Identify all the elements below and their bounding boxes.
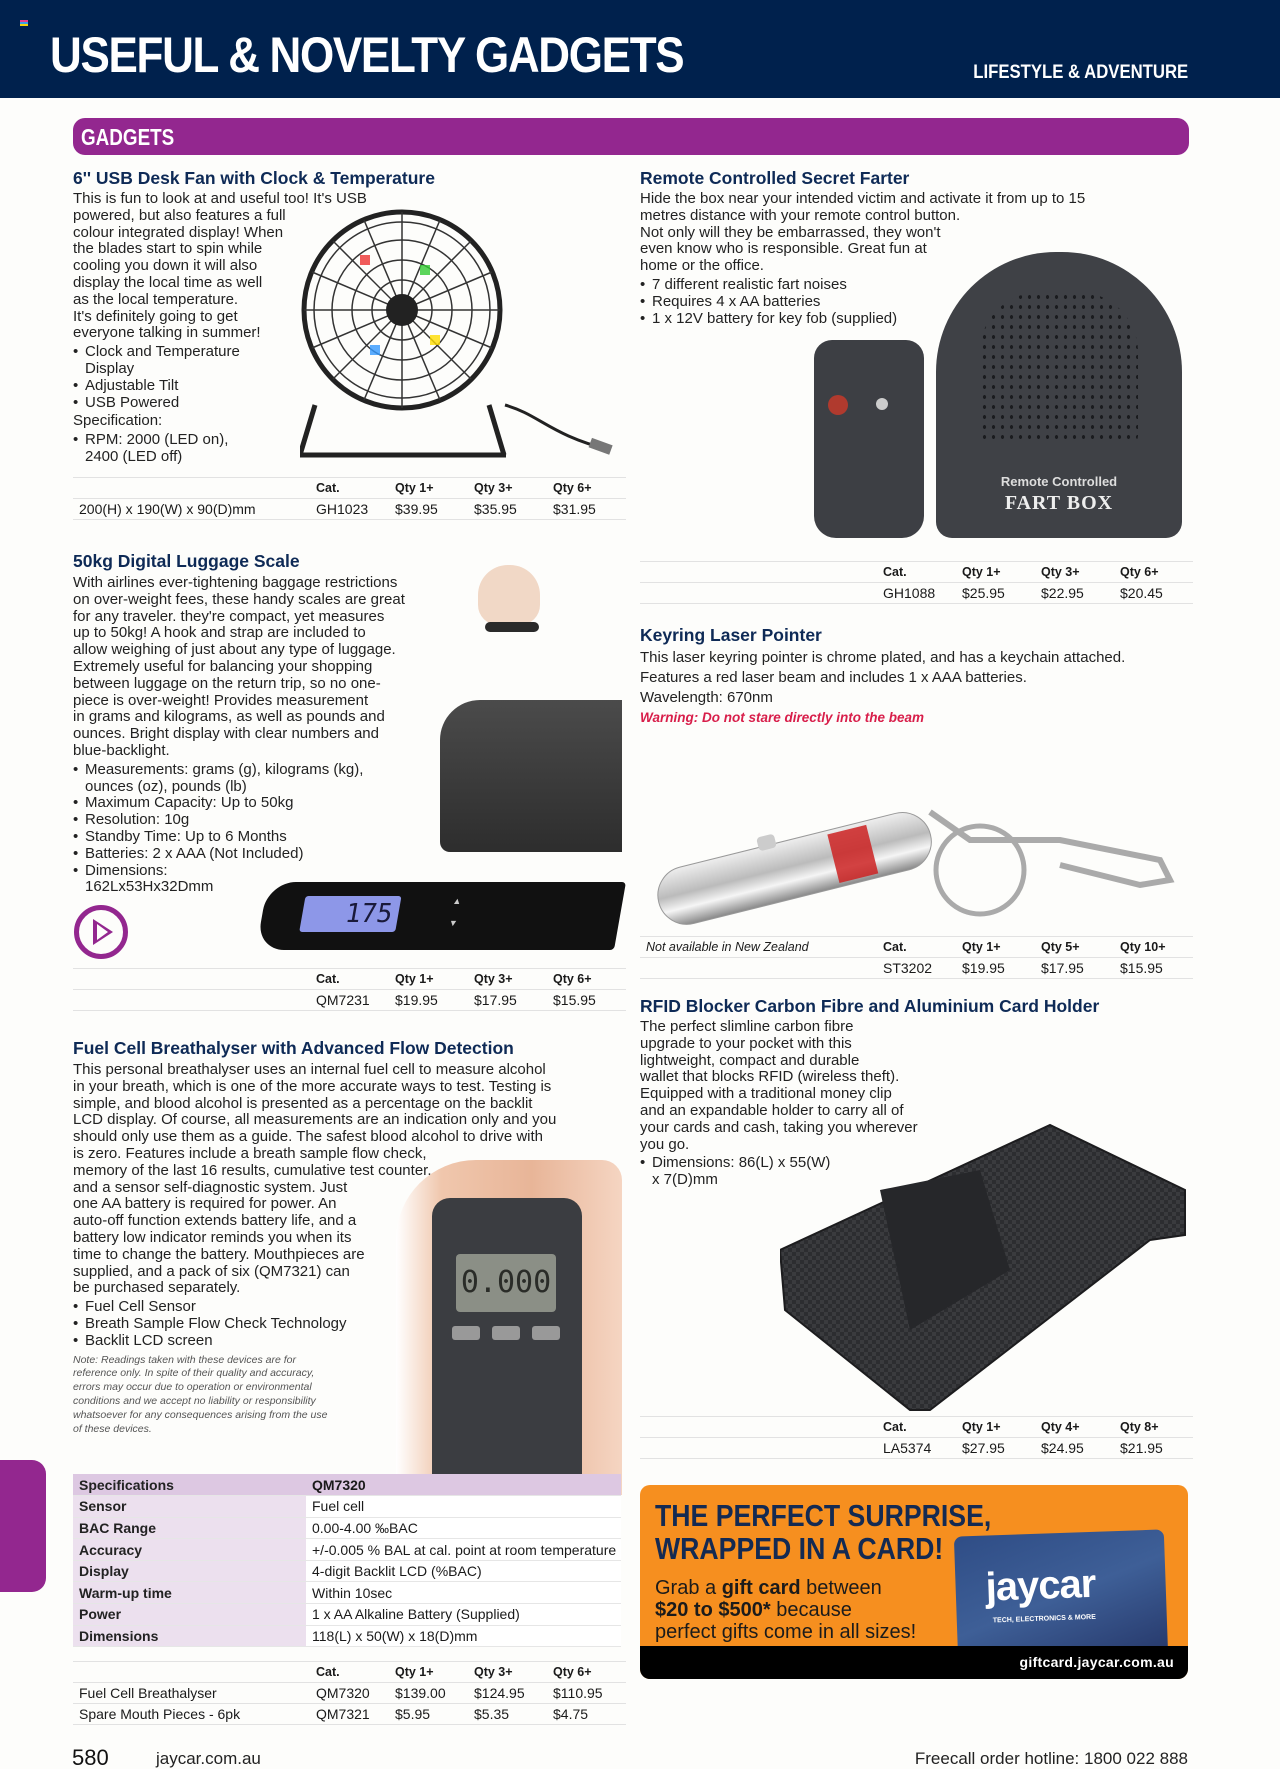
category-bar <box>73 118 1189 155</box>
promo-text: Grab a gift card between $20 to $500* because perfect gifts come in all sizes! <box>655 1577 917 1643</box>
description-line: powered, but also features a full <box>73 206 286 224</box>
device-button <box>532 1326 560 1340</box>
table-row: GH1088 $25.95 $22.95 $20.45 <box>640 583 1193 604</box>
spec-row: Display 4-digit Backlit LCD (%BAC) <box>73 1560 621 1582</box>
description-line: auto-off function extends battery life, and a <box>73 1212 357 1230</box>
table-row: LA5374 $27.95 $24.95 $21.95 <box>640 1438 1193 1459</box>
product-title-fan: 6'' USB Desk Fan with Clock & Temperature <box>73 168 435 188</box>
product-body-scale <box>73 575 453 896</box>
scale-handle <box>485 622 539 632</box>
description-line: in your breath, which is one of the more accurate ways to test. Testing is <box>73 1077 552 1095</box>
page-number: 580 <box>72 1745 109 1769</box>
website-link[interactable]: jaycar.com.au <box>156 1749 261 1768</box>
product-title-rfid: RFID Blocker Carbon Fibre and Aluminium Card Holder <box>640 996 1100 1016</box>
table-row: 200(H) x 190(W) x 90(D)mm GH1023 $39.95 $35.95 $31.95 <box>73 499 626 520</box>
description-line: Features a red laser beam and includes 1 x AAA batteries. <box>640 669 1027 686</box>
table-row: ST3202 $19.95 $17.95 $15.95 <box>640 958 1193 979</box>
description-line: supplied, and a pack of six (QM7321) can <box>73 1262 350 1280</box>
description-line: for any traveler. they're compact, yet measures <box>73 607 385 625</box>
desk-fan-image <box>300 205 620 465</box>
description-line: wallet that blocks RFID (wireless theft). <box>640 1068 900 1086</box>
product-body-fan <box>73 190 367 466</box>
table-row: QM7231 $19.95 $17.95 $15.95 <box>73 990 626 1011</box>
description-line: should only use them as a guide. The safest blood alcohol to drive with <box>73 1128 544 1146</box>
description-line: display the local time as well <box>73 273 263 291</box>
description-line: the blades start to spin while <box>73 240 263 258</box>
page-title: USEFUL & NOVELTY GADGETS <box>50 27 684 83</box>
down-arrow-icon: ▼ <box>447 918 459 928</box>
table-row: Spare Mouth Pieces - 6pk QM7321 $5.95 $5.35 $4.75 <box>73 1704 626 1725</box>
price-table-fan <box>73 477 626 520</box>
description-line: Hide the box near your intended victim and activate it from up to 15 <box>640 190 1086 207</box>
warning-text: Warning: Do not stare directly into the beam <box>640 710 925 725</box>
description-line: everyone talking in summer! <box>73 324 261 342</box>
description-line: as the local temperature. <box>73 290 239 308</box>
card-holder-image <box>780 1120 1190 1420</box>
speaker-grille <box>980 292 1138 442</box>
feature-item: • 7 different realistic fart noises <box>640 277 1180 294</box>
price-table-breathalyser <box>73 1661 626 1725</box>
description-line: even know who is responsible. Great fun at <box>640 240 927 258</box>
promo-footer <box>640 1646 1188 1679</box>
disclaimer-note: Note: Readings taken with these devices are for reference only. In spite of their quality and accuracy, errors may occur due to operation or environmental conditions and we accept no liability or responsibility whatsoever for any consequences arising from the use of these devices. <box>73 1353 328 1435</box>
table-header-row: Cat. Qty 1+ Qty 4+ Qty 8+ <box>640 1417 1193 1438</box>
product-title-scale: 50kg Digital Luggage Scale <box>73 551 300 571</box>
description-line: Wavelength: 670nm <box>640 689 773 706</box>
spec-list <box>73 432 333 466</box>
description-line: and an expandable holder to carry all of <box>640 1101 904 1119</box>
scale-lcd-display: 175 <box>299 896 401 932</box>
description-line: cooling you down it will also <box>73 257 258 275</box>
jaycar-logo: jaycar <box>984 1561 1097 1610</box>
product-title-breathalyser: Fuel Cell Breathalyser with Advanced Flow Detection <box>73 1038 514 1058</box>
description-line: you go. <box>640 1135 690 1153</box>
description-line: piece is over-weight! Provides measurement <box>73 691 369 709</box>
spec-row: Accuracy +/-0.005 % BAL at cal. point at room temperature <box>73 1539 621 1561</box>
spec-row: Dimensions 118(L) x 50(W) x 18(D)mm <box>73 1625 621 1647</box>
fart-box-image <box>936 252 1182 538</box>
price-table-laser <box>640 936 1193 979</box>
description-line: one AA battery is required for power. An <box>73 1195 337 1213</box>
feature-item: • 1 x 12V battery for key fob (supplied) <box>640 311 1180 328</box>
feature-item: • Breath Sample Flow Check Technology <box>73 1316 633 1333</box>
feature-item: • Batteries: 2 x AAA (Not Included) <box>73 846 403 863</box>
fob-led <box>876 398 888 410</box>
description-line: This personal breathalyser uses an internal fuel cell to measure alcohol <box>73 1061 546 1078</box>
laser-pointer-image <box>640 770 1190 930</box>
spec-item: • RPM: 2000 (LED on), 2400 (LED off) <box>73 432 253 466</box>
description-line: LCD display. Of course, all measurements are an indication only and you <box>73 1111 557 1129</box>
description-line: Not only will they be embarrassed, they won't <box>640 223 941 241</box>
feature-item: • Clock and Temperature Display <box>73 344 273 378</box>
promo-title: THE PERFECT SURPRISE, WRAPPED IN A CARD! <box>655 1498 992 1566</box>
order-hotline: Freecall order hotline: 1800 022 888 <box>914 1749 1188 1768</box>
description-line: battery low indicator reminds you when its <box>73 1228 352 1246</box>
description-line: home or the office. <box>640 257 764 275</box>
description-line: in grams and kilograms, as well as pounds and <box>73 708 385 726</box>
play-icon <box>93 919 113 945</box>
description-line: It's definitely going to get <box>73 307 238 325</box>
feature-item: • Adjustable Tilt <box>73 378 333 395</box>
description-line: on over-weight fees, these handy scales are great <box>73 590 405 608</box>
gift-card-image <box>954 1529 1168 1662</box>
fob-button-red <box>828 395 848 415</box>
feature-list <box>73 344 333 411</box>
feature-item: • Dimensions: 162Lx53Hx32Dmm <box>73 863 233 897</box>
breathalyser-lcd: 0.000 <box>456 1254 556 1312</box>
table-header-row: Cat. Qty 1+ Qty 3+ Qty 6+ <box>73 1662 626 1683</box>
description-line: is zero. Features include a breath sample flow check, <box>73 1144 427 1162</box>
luggage-bag-image <box>440 700 622 852</box>
feature-item: • Resolution: 10g <box>73 812 403 829</box>
feature-item: • Fuel Cell Sensor <box>73 1299 633 1316</box>
product-body-laser <box>640 648 1180 728</box>
table-row: Fuel Cell Breathalyser QM7320 $139.00 $124.95 $110.95 <box>73 1683 626 1704</box>
description-line: memory of the last 16 results, cumulative test counter, <box>73 1161 432 1179</box>
page-header <box>0 0 1280 98</box>
description-line: lightweight, compact and durable <box>640 1051 860 1069</box>
device-button <box>452 1326 480 1340</box>
description-line: Equipped with a traditional money clip <box>640 1085 892 1103</box>
up-arrow-icon: ▲ <box>451 896 463 906</box>
description-line: between luggage on the return trip, so no one- <box>73 674 381 692</box>
table-header-row: Cat. Qty 1+ Qty 3+ Qty 6+ <box>73 969 626 990</box>
gift-card-promo[interactable] <box>640 1485 1188 1679</box>
gift-card-url-link[interactable]: giftcard.jaycar.com.au <box>1019 1654 1174 1670</box>
description-line: be purchased separately. <box>73 1279 241 1297</box>
box-label-top: Remote Controlled <box>1000 474 1118 489</box>
description-line: blue-backlight. <box>73 741 170 759</box>
price-table-farter <box>640 561 1193 604</box>
table-header-row: Not available in New Zealand Cat. Qty 1+ Qty 5+ Qty 10+ <box>640 937 1193 958</box>
description-line: ounces. Bright display with clear numbers and <box>73 725 379 743</box>
description-line: This laser keyring pointer is chrome plated, and has a keychain attached. <box>640 649 1126 666</box>
description-line: time to change the battery. Mouthpieces are <box>73 1245 365 1263</box>
description-line: your cards and cash, taking you wherever <box>640 1118 918 1136</box>
description-line: and a sensor self-diagnostic system. Just <box>73 1178 348 1196</box>
card-tagline: TECH, ELECTRONICS & MORE <box>992 1613 1096 1625</box>
spec-row: BAC Range 0.00-4.00 ‰BAC <box>73 1517 621 1539</box>
section-label: LIFESTYLE & ADVENTURE <box>973 62 1188 83</box>
description-line: up to 50kg! A hook and strap are included to <box>73 624 366 642</box>
product-title-farter: Remote Controlled Secret Farter <box>640 168 910 188</box>
price-table-rfid <box>640 1416 1193 1459</box>
spec-header-row: Specifications QM7320 <box>73 1474 621 1496</box>
product-title-laser: Keyring Laser Pointer <box>640 625 822 645</box>
table-header-row: Cat. Qty 1+ Qty 3+ Qty 6+ <box>640 562 1193 583</box>
table-header-row: Cat. Qty 1+ Qty 3+ Qty 6+ <box>73 478 626 499</box>
feature-list <box>73 762 403 896</box>
description-line: upgrade to your pocket with this <box>640 1034 852 1052</box>
description-line: allow weighing of just about any type of luggage. <box>73 641 396 659</box>
key-fob-image <box>814 340 924 538</box>
hand-image <box>478 565 540 625</box>
feature-item: • Standby Time: Up to 6 Months <box>73 829 403 846</box>
description-line: metres distance with your remote control button. <box>640 206 961 224</box>
description-line: The perfect slimline carbon fibre <box>640 1018 854 1035</box>
description-line: This is fun to look at and useful too! It's USB <box>73 190 367 207</box>
price-table-scale <box>73 968 626 1011</box>
device-button <box>492 1326 520 1340</box>
feature-item: • Dimensions: 86(L) x 55(W) x 7(D)mm <box>640 1155 840 1189</box>
description-line: colour integrated display! When <box>73 223 284 241</box>
feature-item: • Requires 4 x AA batteries <box>640 294 1180 311</box>
spec-row: Sensor Fuel cell <box>73 1496 621 1518</box>
spec-row: Power 1 x AA Alkaline Battery (Supplied) <box>73 1604 621 1626</box>
category-label: GADGETS <box>81 124 175 150</box>
description-line: simple, and blood alcohol is presented as a percentage on the backlit <box>73 1094 533 1112</box>
description-line: Extremely useful for balancing your shopping <box>73 657 373 675</box>
feature-item: • Maximum Capacity: Up to 50kg <box>73 795 403 812</box>
play-video-button[interactable] <box>74 905 128 959</box>
feature-item: • Measurements: grams (g), kilograms (kg), ounces (oz), pounds (lb) <box>73 762 403 796</box>
feature-item: • USB Powered <box>73 395 333 412</box>
breathalyser-device-image <box>432 1198 582 1494</box>
box-label-bottom: FART BOX <box>1004 492 1114 514</box>
spec-table-breathalyser <box>73 1474 621 1647</box>
description-line: With airlines ever-tightening baggage restrictions <box>73 574 398 591</box>
side-tab <box>0 1460 46 1592</box>
luggage-scale-image <box>256 882 626 950</box>
feature-item: • Backlit LCD screen <box>73 1333 633 1350</box>
print-color-mark <box>20 20 28 26</box>
spec-row: Warm-up time Within 10sec <box>73 1582 621 1604</box>
availability-note: Not available in New Zealand <box>640 937 877 958</box>
spec-label: Specification: <box>73 412 163 430</box>
